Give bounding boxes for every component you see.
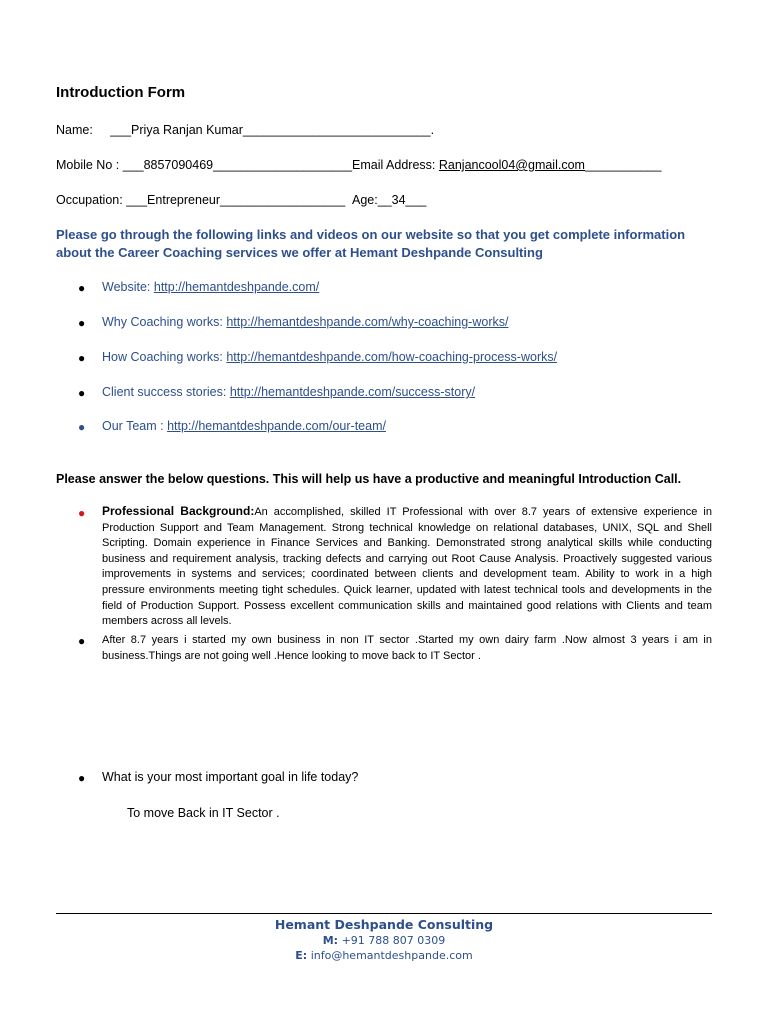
email-trail: ___________ — [584, 158, 662, 172]
professional-background-label: Professional Background: — [102, 504, 255, 518]
footer-phone-label: M: — [322, 934, 339, 947]
website-link[interactable]: http://hemantdeshpande.com/ — [153, 280, 320, 294]
footer-phone[interactable]: +91 788 807 0309 — [338, 934, 446, 947]
link-label: Our Team : — [102, 419, 168, 433]
age-value[interactable]: __34___ — [377, 193, 427, 207]
footer-email[interactable]: info@hemantdeshpande.com — [307, 949, 473, 962]
professional-background-paragraph — [102, 504, 712, 630]
link-label: Client success stories: — [102, 385, 230, 399]
bullet-dot-icon: ● — [78, 771, 86, 785]
email-row — [352, 158, 661, 172]
form-title: Introduction Form — [56, 84, 186, 101]
name-value[interactable]: ___Priya Ranjan Kumar___________________________. — [110, 123, 435, 137]
footer-company: Hemant Deshpande Consulting — [274, 917, 494, 932]
mobile-value[interactable]: ___8857090469____________________ — [122, 158, 353, 172]
bullet-dot-icon: ● — [78, 281, 86, 295]
email-label: Email Address: — [352, 158, 436, 172]
bullet-dot-icon: ● — [78, 351, 86, 365]
link-label: Why Coaching works: — [102, 315, 227, 329]
goal-answer: To move Back in IT Sector . — [127, 806, 280, 820]
success-story-link[interactable]: http://hemantdeshpande.com/success-story/ — [229, 385, 476, 399]
age-row — [352, 193, 426, 207]
bullet-dot-icon: ● — [78, 420, 86, 434]
footer-email-label: E: — [295, 949, 308, 962]
occupation-value[interactable]: ___Entrepreneur__________________ — [126, 193, 346, 207]
mobile-row — [56, 158, 352, 172]
questions-heading: Please answer the below questions. This will help us have a productive and meaningful Introduction Call. — [56, 472, 682, 486]
why-coaching-link[interactable]: http://hemantdeshpande.com/why-coaching-works/ — [226, 315, 509, 329]
professional-background-text: An accomplished, skilled IT Professional with over 8.7 years of extensive experience in Production Support and Team Management. Strong technical knowledge on relational databases, UNIX, SQL and Shell Scripting. Domain experience in Finance Services and Banking. Demonstrated strong analytical skills while conducting business and requirement analysis, tracking defects and carrying out Root Cause Analysis. Proactively suggested various improvements in systems and services; coordinated between clients and development team. Ability to work in a high pressure environments meeting tight schedules. Quick learner, updated with latest technical tools and developments in the field of Production Support. Possess excellent communication skills and maintained good relations with Clients and team members across all levels. — [102, 506, 712, 628]
bullet-dot-icon: ● — [78, 506, 86, 520]
how-coaching-link[interactable]: http://hemantdeshpande.com/how-coaching-process-works/ — [226, 350, 558, 364]
link-label: Website: — [102, 280, 154, 294]
link-label: How Coaching works: — [102, 350, 227, 364]
our-team-link[interactable]: http://hemantdeshpande.com/our-team/ — [167, 419, 386, 433]
footer-email-line — [56, 948, 712, 963]
bullet-dot-icon: ● — [78, 316, 86, 330]
intro-paragraph: Please go through the following links and videos on our website so that you get complete information about the Career Coaching services we offer at Hemant Deshpande Consulting — [56, 227, 686, 260]
bullet-dot-icon: ● — [78, 386, 86, 400]
occupation-row — [56, 193, 345, 207]
mobile-label: Mobile No : — [56, 158, 120, 172]
goal-question: What is your most important goal in life today? — [102, 770, 359, 784]
name-row — [56, 123, 434, 137]
business-paragraph: After 8.7 years i started my own business in non IT sector .Started my own dairy farm .Now almost 3 years i am in business.Things are not going well .Hence looking to move back to IT Sector . — [102, 634, 712, 662]
email-value[interactable]: Ranjancool04@gmail.com — [438, 158, 585, 172]
occupation-label: Occupation: — [56, 193, 123, 207]
footer — [56, 916, 712, 963]
footer-divider — [56, 913, 712, 914]
age-label: Age: — [352, 193, 378, 207]
footer-phone-line — [56, 933, 712, 948]
name-label: Name: — [56, 123, 93, 137]
bullet-dot-icon: ● — [78, 634, 86, 648]
